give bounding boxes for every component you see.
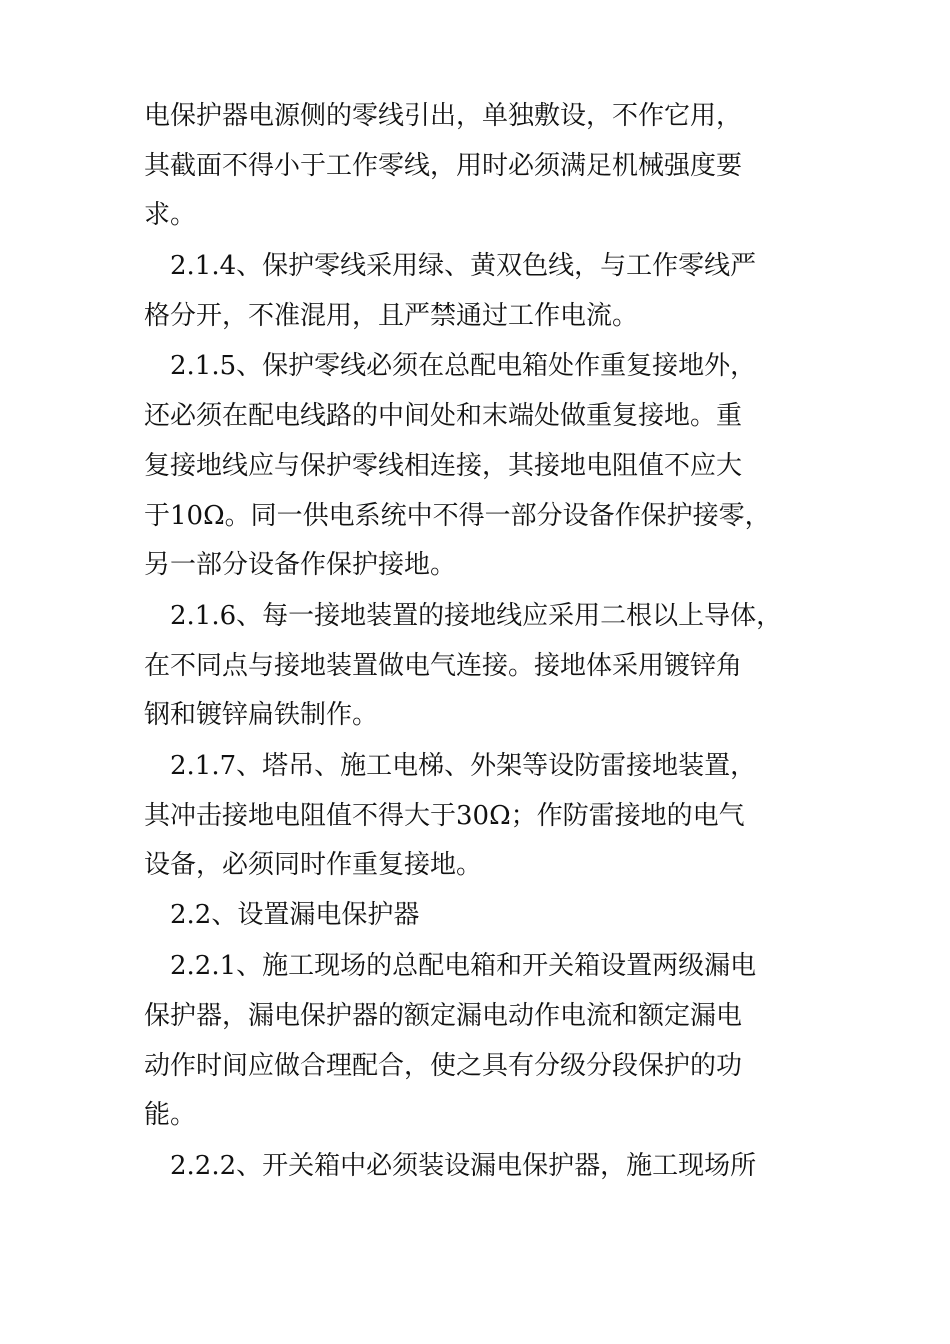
text-line: 求。 — [144, 200, 197, 230]
text-line: 2.1.6、每一接地装置的接地线应采用二根以上导体， — [170, 601, 783, 631]
text-line: 动作时间应做合理配合，使之具有分级分段保护的功 — [144, 1051, 743, 1081]
text-line: 于10Ω。同一供电系统中不得一部分设备作保护接零， — [144, 501, 771, 531]
text-line: 保护器，漏电保护器的额定漏电动作电流和额定漏电 — [144, 1001, 743, 1031]
text-line: 能。 — [144, 1100, 197, 1130]
text-line: 其冲击接地电阻值不得大于30Ω；作防雷接地的电气 — [144, 801, 745, 831]
text-line: 2.1.4、保护零线采用绿、黄双色线，与工作零线严 — [170, 251, 757, 281]
text-line: 格分开，不准混用，且严禁通过工作电流。 — [144, 301, 639, 331]
text-line: 其截面不得小于工作零线，用时必须满足机械强度要 — [144, 151, 743, 181]
text-line: 在不同点与接地装置做电气连接。接地体采用镀锌角 — [144, 651, 743, 681]
text-line: 复接地线应与保护零线相连接，其接地电阻值不应大 — [144, 451, 743, 481]
text-line: 2.1.7、塔吊、施工电梯、外架等设防雷接地装置， — [170, 751, 757, 781]
text-line: 2.2.2、开关箱中必须装设漏电保护器，施工现场所 — [170, 1151, 757, 1181]
text-line: 还必须在配电线路的中间处和末端处做重复接地。重 — [144, 401, 743, 431]
text-line: 2.2.1、施工现场的总配电箱和开关箱设置两级漏电 — [170, 951, 757, 981]
text-line: 设备，必须同时作重复接地。 — [144, 850, 483, 880]
section-heading: 2.2、设置漏电保护器 — [170, 900, 420, 930]
text-line: 另一部分设备作保护接地。 — [144, 550, 457, 580]
text-line: 电保护器电源侧的零线引出，单独敷设，不作它用， — [144, 101, 743, 131]
text-line: 2.1.5、保护零线必须在总配电箱处作重复接地外， — [170, 351, 757, 381]
text-line: 钢和镀锌扁铁制作。 — [144, 700, 379, 730]
